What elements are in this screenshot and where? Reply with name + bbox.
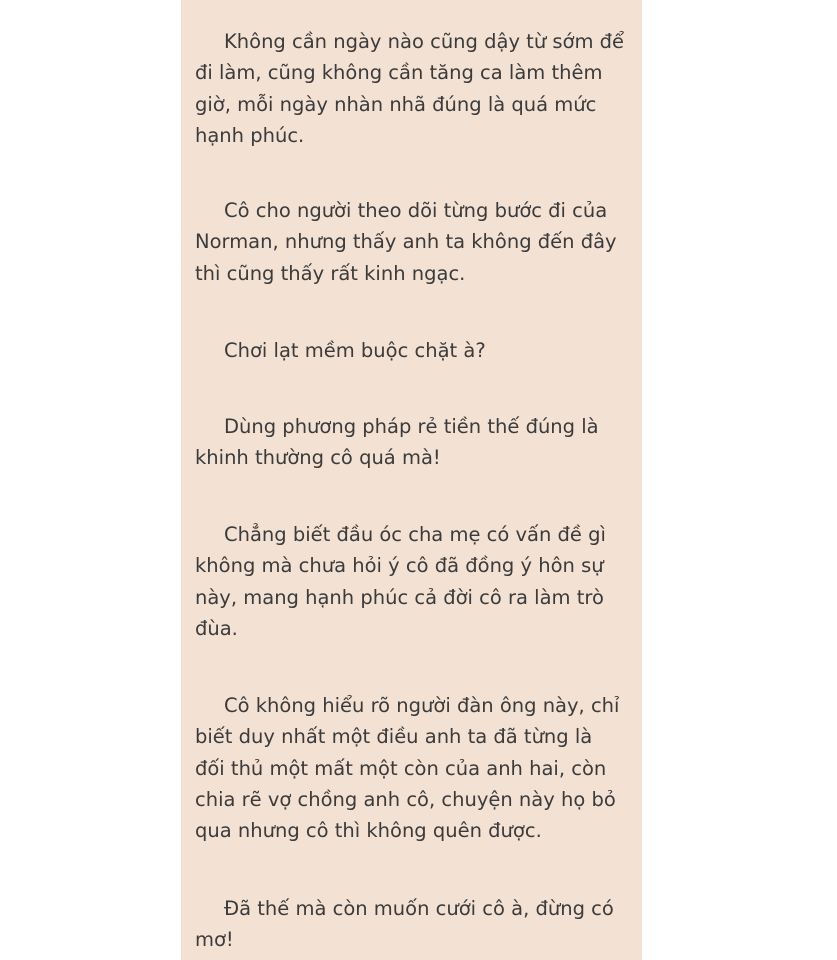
story-paragraph: Dùng phương pháp rẻ tiền thế đúng là khinh thường cô quá mà! bbox=[195, 415, 599, 470]
story-paragraph: Cô cho người theo dõi từng bước đi của Norman, nhưng thấy anh ta không đến đây thì cũng thấy rất kinh ngạc. bbox=[195, 199, 617, 285]
story-paragraph: Không cần ngày nào cũng dậy từ sớm để đi làm, cũng không cần tăng ca làm thêm giờ, mỗi ngày nhàn nhã đúng là quá mức hạnh phúc. bbox=[195, 30, 625, 147]
story-paragraph: Chẳng biết đầu óc cha mẹ có vấn đề gì không mà chưa hỏi ý cô đã đồng ý hôn sự này, mang hạnh phúc cả đời cô ra làm trò đùa. bbox=[195, 523, 606, 640]
story-paragraph: Cô không hiểu rõ người đàn ông này, chỉ biết duy nhất một điều anh ta đã từng là đối thủ một mất một còn của anh hai, còn chia rẽ vợ chồng anh cô, chuyện này họ bỏ qua nhưng cô thì không quên được. bbox=[195, 694, 620, 843]
reading-column[interactable] bbox=[181, 0, 642, 960]
story-paragraph: Chơi lạt mềm buộc chặt à? bbox=[224, 339, 486, 362]
story-paragraph: Đã thế mà còn muốn cưới cô à, đừng có mơ! bbox=[195, 897, 614, 952]
